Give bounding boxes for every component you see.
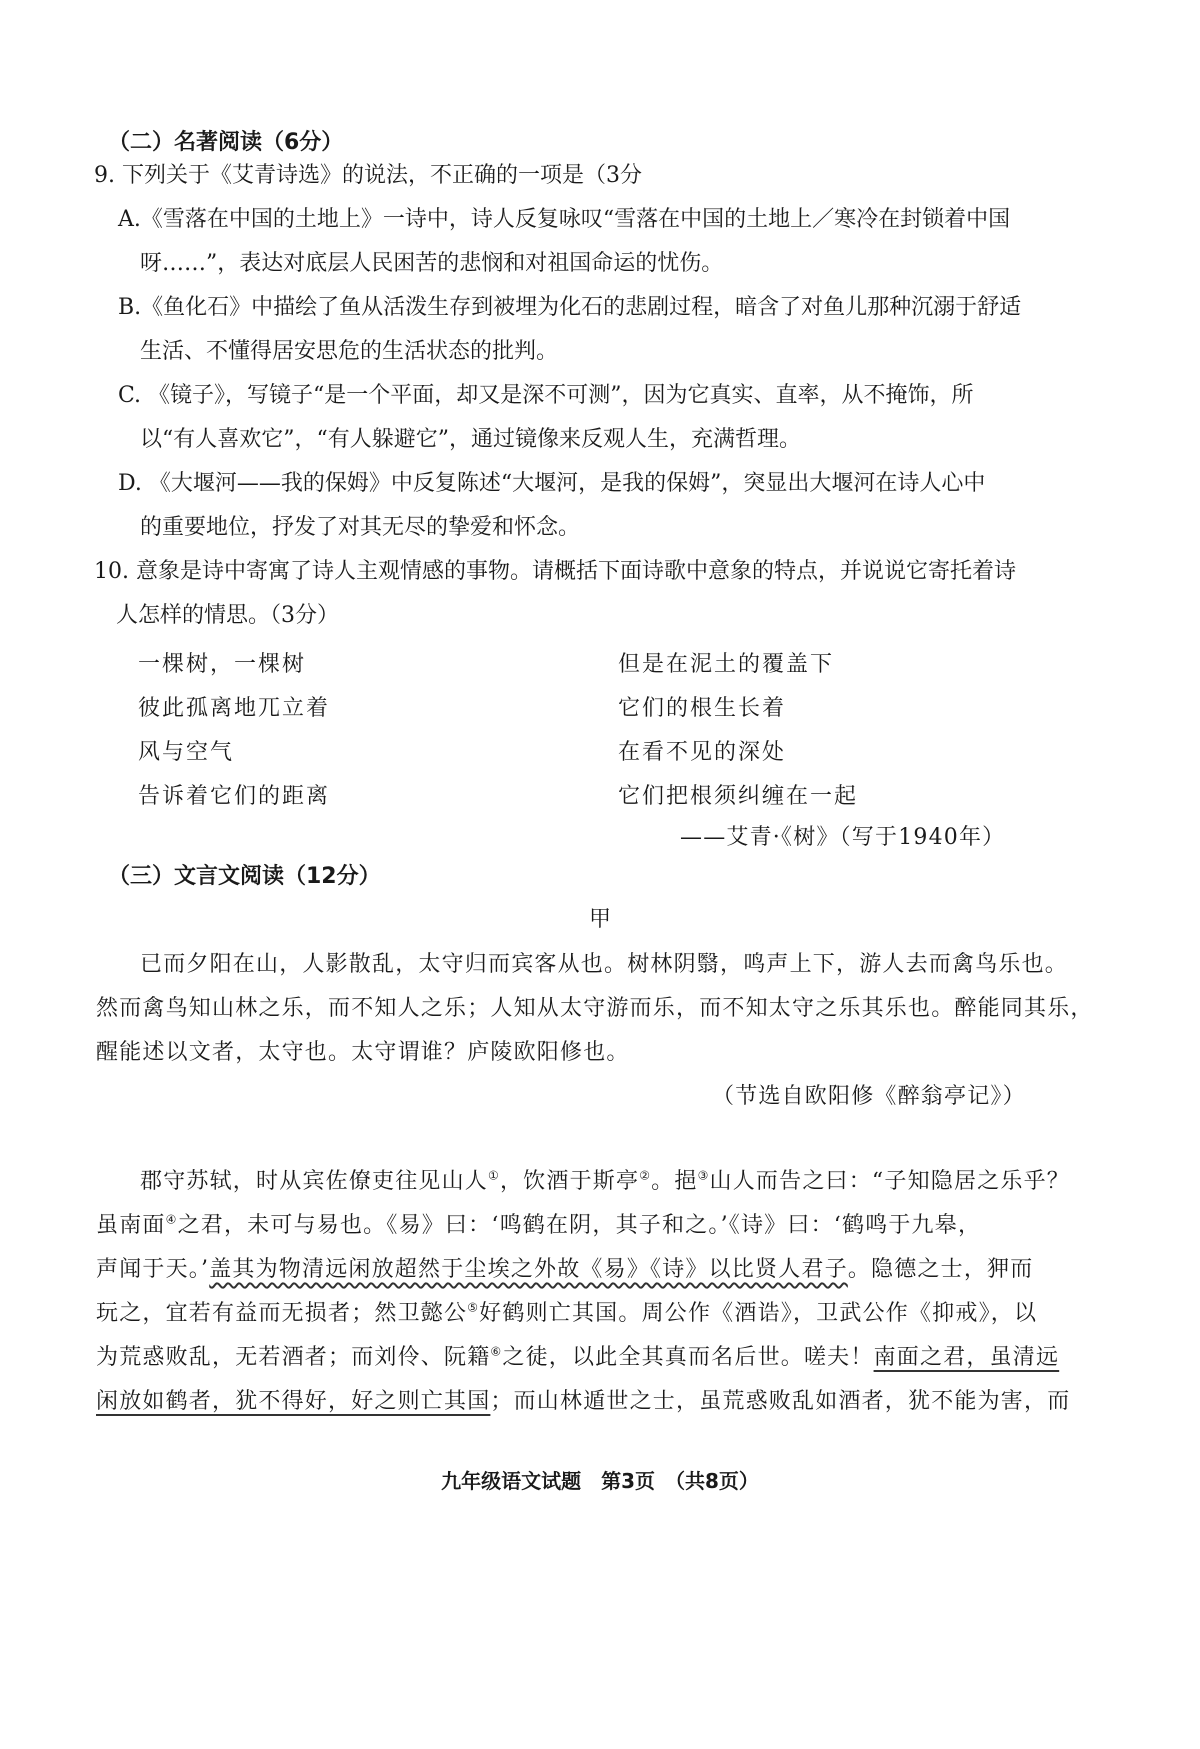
poem-left-line-4: 告诉着它们的距离 <box>138 784 331 809</box>
q9-option-b-line1: B.《鱼化石》中描绘了鱼从活泼生存到被埋为化石的悲剧过程，暗含了对鱼儿那种沉溺于舒适 <box>118 295 1022 320</box>
section-heading-classical-chinese: （三）文言文阅读（12分） <box>108 864 381 889</box>
passage-yi-line-1: 郡守苏轼，时从宾佐僚吏往见山人①，饮酒于斯亭②。挹③山人而告之曰：“子知隐居之乐乎？ <box>140 1168 1070 1194</box>
passage-jia-source: （节选自欧阳修《醉翁亭记》） <box>712 1084 1026 1109</box>
footnote-marker-6: ⑥ <box>490 1344 503 1359</box>
question-9-stem: 9. 下列关于《艾青诗选》的说法，不正确的一项是（3分 <box>94 163 642 188</box>
passage-jia-title: 甲 <box>588 907 611 932</box>
poem-right-line-4: 它们把根须纠缠在一起 <box>618 784 859 809</box>
q9-option-b-line2: 生活、不懂得居安思危的生活状态的批判。 <box>140 339 559 364</box>
passage-yi-line-4: 玩之，宜若有益而无损者；然卫懿公⑤好鹤则亡其国。周公作《酒诰》，卫武公作《抑戒》，以 <box>96 1300 1038 1326</box>
poem-right-line-1: 但是在泥土的覆盖下 <box>618 652 835 677</box>
page-footer: 九年级语文试题 第3页 （共8页） <box>441 1469 759 1493</box>
footnote-marker-1: ① <box>488 1168 500 1183</box>
poem-right-line-3: 在看不见的深处 <box>618 740 787 765</box>
question-10-stem-line1: 10. 意象是诗中寄寓了诗人主观情感的事物。请概括下面诗歌中意象的特点，并说说它寄托着诗 <box>94 559 1016 584</box>
q9-option-a-line1: A.《雪落在中国的土地上》一诗中，诗人反复咏叹“雪落在中国的土地上／寒冷在封锁着中国 <box>118 207 1011 232</box>
passage-yi-line-6: 闲放如鹤者，犹不得好，好之则亡其国；而山林遁世之士，虽荒惑败乱如酒者，犹不能为害，而 <box>96 1389 1071 1414</box>
underlined-sentence-part-1: 南面之君，虽清远 <box>873 1345 1060 1370</box>
q9-option-d-line2: 的重要地位，抒发了对其无尽的挚爱和怀念。 <box>140 515 581 540</box>
passage-jia-line-3: 醒能述以文者，太守也。太守谓谁？庐陵欧阳修也。 <box>96 1040 630 1065</box>
underlined-sentence-part-2: 闲放如鹤者，犹不得好，好之则亡其国 <box>96 1389 491 1414</box>
section-heading-famous-works: （二）名著阅读（6分） <box>108 130 344 155</box>
footnote-marker-5: ⑤ <box>467 1300 480 1315</box>
poem-right-line-2: 它们的根生长着 <box>618 696 787 721</box>
question-10-stem-line2: 人怎样的情思。（3分） <box>116 603 339 628</box>
footnote-marker-2: ② <box>639 1168 652 1183</box>
footnote-marker-4: ④ <box>165 1212 178 1227</box>
q9-option-c-line2: 以“有人喜欢它”，“有人躲避它”，通过镜像来反观人生，充满哲理。 <box>140 427 801 452</box>
passage-yi-line-3: 声闻于天。’盖其为物清远闲放超然于尘埃之外故《易》《诗》以比贤人君子。隐德之士，狎而 <box>96 1257 1034 1282</box>
footnote-marker-3: ③ <box>697 1168 710 1183</box>
wavy-underlined-sentence: 盖其为物清远闲放超然于尘埃之外故《易》《诗》以比贤人君子 <box>209 1257 848 1282</box>
passage-jia-line-1: 已而夕阳在山，人影散乱，太守归而宾客从也。树林阴翳，鸣声上下，游人去而禽鸟乐也。 <box>140 952 1069 977</box>
passage-yi-line-2: 虽南面④之君，未可与易也。《易》曰：‘鸣鹤在阴，其子和之。’《诗》曰：‘鹤鸣于九皋， <box>96 1212 982 1238</box>
poem-attribution: ——艾青·《树》（写于1940年） <box>680 825 1006 850</box>
q9-option-d-line1: D. 《大堰河——我的保姆》中反复陈述“大堰河，是我的保姆”，突显出大堰河在诗人心中 <box>118 471 986 496</box>
poem-left-line-2: 彼此孤离地兀立着 <box>138 696 331 721</box>
q9-option-c-line1: C. 《镜子》，写镜子“是一个平面，却又是深不可测”，因为它真实、直率，从不掩饰，所 <box>118 383 974 408</box>
passage-yi-line-5: 为荒惑败乱，无若酒者；而刘伶、阮籍⑥之徒，以此全其真而名后世。嗟夫！南面之君，虽清远 <box>96 1344 1060 1370</box>
poem-left-line-3: 风与空气 <box>138 740 235 765</box>
passage-jia-line-2: 然而禽鸟知山林之乐，而不知人之乐；人知从太守游而乐，而不知太守之乐其乐也。醉能同其乐， <box>96 996 1094 1021</box>
q9-option-a-line2: 呀……”，表达对底层人民困苦的悲悯和对祖国命运的忧伤。 <box>140 251 724 276</box>
poem-left-line-1: 一棵树，一棵树 <box>138 652 307 677</box>
